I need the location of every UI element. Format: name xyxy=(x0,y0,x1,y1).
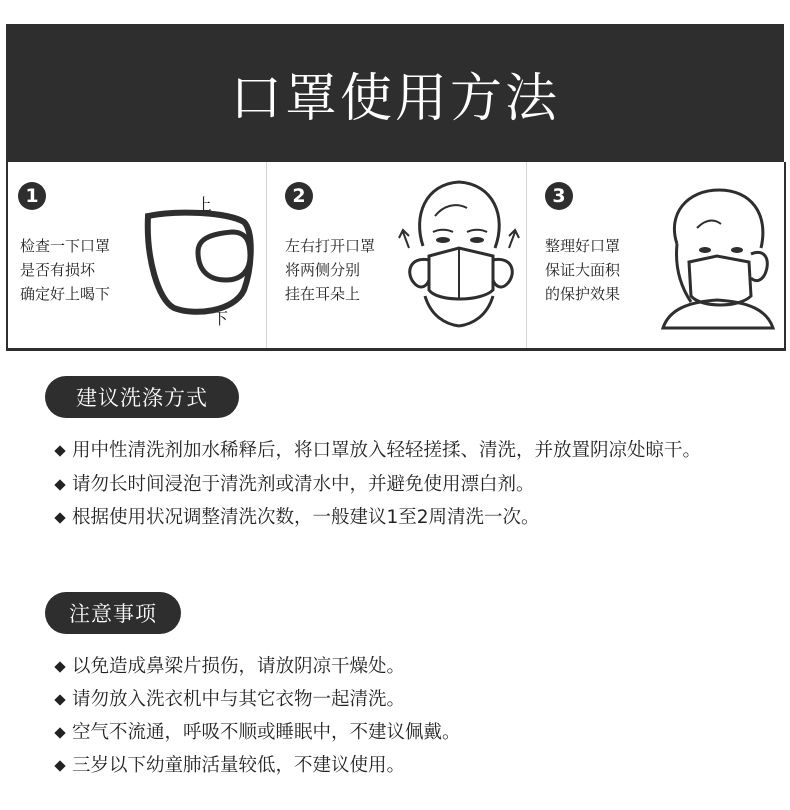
step-3 xyxy=(526,162,785,348)
bullet-icon xyxy=(54,445,65,456)
list-item xyxy=(56,749,746,782)
step-1-line-3: 确定好上喝下 xyxy=(20,285,111,303)
step-3-line-2: 保证大面积 xyxy=(545,261,621,279)
bullet-icon xyxy=(54,694,65,705)
list-item xyxy=(56,650,746,683)
step-3-text xyxy=(545,234,620,306)
list-item xyxy=(56,468,746,501)
face-with-mask-icon xyxy=(395,176,523,332)
washing-item-3: 根据使用状况调整清洗次数，一般建议1至2周清洗一次。 xyxy=(72,507,540,528)
step-1-line-2: 是否有损坏 xyxy=(20,261,96,279)
washing-list xyxy=(56,434,746,534)
list-item xyxy=(56,501,746,534)
notes-item-1: 以免造成鼻梁片损伤，请放阴凉干燥处。 xyxy=(72,656,406,677)
step-number-2: 2 xyxy=(285,182,313,210)
step-number-3: 3 xyxy=(545,182,573,210)
notes-title-badge: 注意事项 xyxy=(45,592,181,634)
bullet-icon xyxy=(54,760,65,771)
step-3-line-1: 整理好口罩 xyxy=(545,237,621,255)
page-title: 口罩使用方法 xyxy=(229,68,560,129)
list-item xyxy=(56,434,746,468)
step-2-line-1: 左右打开口罩 xyxy=(285,237,376,255)
label-up: 上 xyxy=(196,195,213,214)
step-1 xyxy=(8,162,266,348)
header-banner xyxy=(6,24,784,162)
step-2 xyxy=(266,162,527,348)
step-number-1: 1 xyxy=(18,182,46,210)
face-profile-mask-icon xyxy=(657,184,777,334)
label-down: 下 xyxy=(212,309,229,328)
washing-item-1: 用中性清洗剂加水稀释后，将口罩放入轻轻搓揉、清洗，并放置阴凉处晾干。 xyxy=(72,440,702,461)
step-2-line-3: 挂在耳朵上 xyxy=(285,285,361,303)
bullet-icon xyxy=(54,661,65,672)
step-3-line-3: 的保护效果 xyxy=(545,285,621,303)
step-2-text xyxy=(285,234,375,306)
mask-icon xyxy=(136,208,256,320)
step-2-line-2: 将两侧分别 xyxy=(285,261,361,279)
washing-title-badge: 建议洗涤方式 xyxy=(45,376,239,418)
step-1-line-1: 检查一下口罩 xyxy=(20,237,111,255)
bullet-icon xyxy=(54,479,65,490)
notes-list xyxy=(56,650,746,782)
list-item xyxy=(56,683,746,716)
notes-item-4: 三岁以下幼童肺活量较低，不建议使用。 xyxy=(72,755,406,776)
list-item xyxy=(56,716,746,749)
step-1-text xyxy=(20,234,110,306)
bullet-icon xyxy=(54,727,65,738)
washing-item-2: 请勿长时间浸泡于清洗剂或清水中，并避免使用漂白剂。 xyxy=(72,474,535,495)
notes-item-2: 请勿放入洗衣机中与其它衣物一起清洗。 xyxy=(72,689,406,710)
bullet-icon xyxy=(54,512,65,523)
steps-panel xyxy=(6,162,786,351)
notes-item-3: 空气不流通，呼吸不顺或睡眠中，不建议佩戴。 xyxy=(72,722,461,743)
